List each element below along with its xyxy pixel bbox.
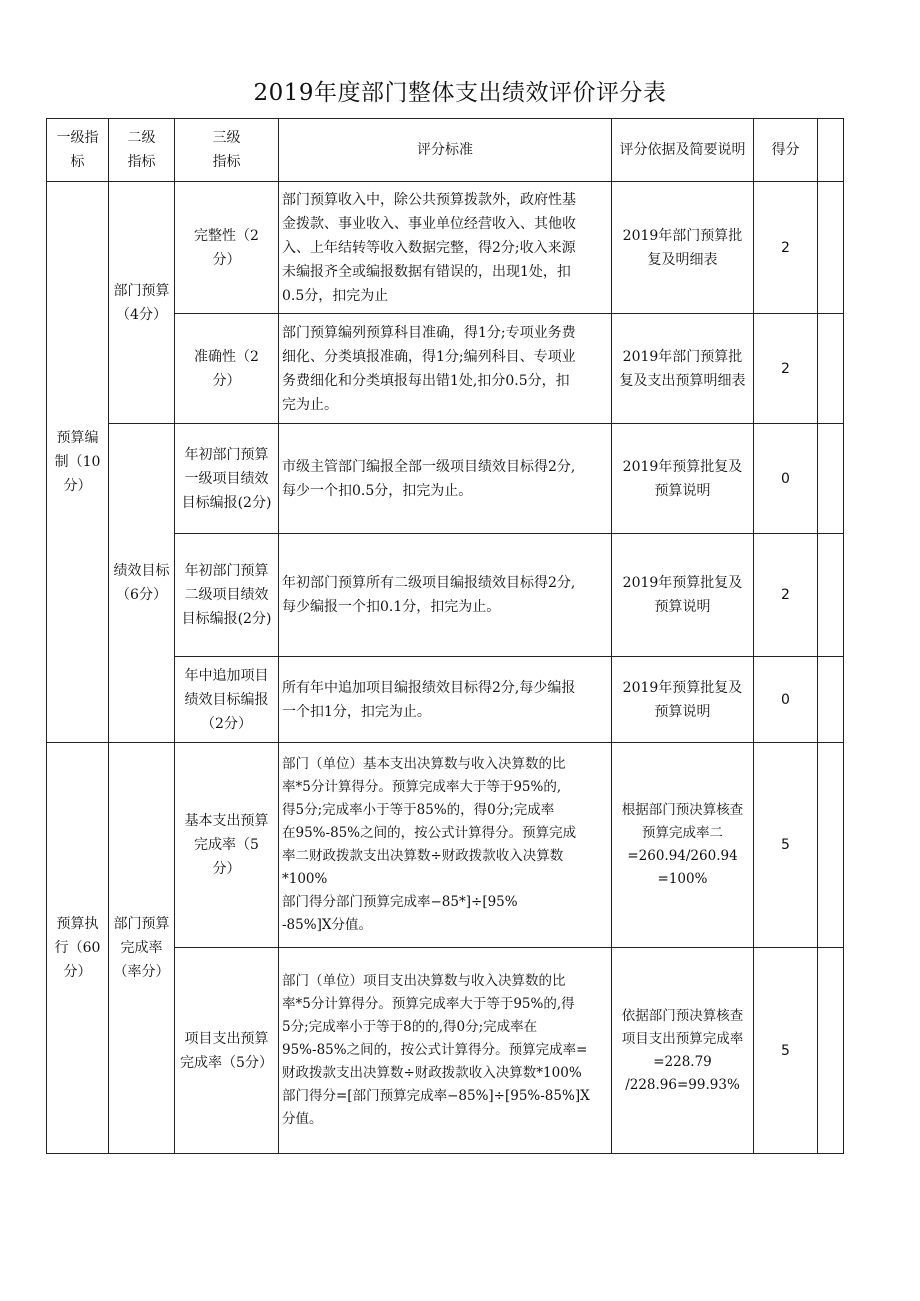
table-row-score: 5: [753, 947, 818, 1154]
document-title: 2019年度部门整体支出绩效评价评分表: [253, 80, 667, 106]
table-row-level3: 基本支出预算 完成率（5 分）: [174, 742, 279, 948]
table-row-level3: 年初部门预算 二级项目绩效 目标编报(2分): [174, 533, 279, 657]
header-score: 得分: [753, 118, 818, 182]
table-row-criteria: 部门（单位）基本支出决算数与收入决算数的比 率*5分计算得分。预算完成率大于等于95%的, 得5分;完成率小于等于85%的，得0分;完成率 在95%-85%之间的，按公式计算得分。预算完成 率二财政拨款支出决算数÷财政拨款收入决算数 *100% 部门得分部门预算完成率−85*]÷[95% -85%]X分值。: [278, 742, 612, 948]
table-row-score: 2: [753, 533, 818, 657]
table-row-extra: [817, 313, 844, 424]
level2-dept-budget: 部门预算 （4分）: [108, 181, 175, 424]
header-level3: 三级 指标: [174, 118, 279, 182]
table-row-score: 2: [753, 181, 818, 314]
level1-budget-prep: 预算编 制（10 分）: [46, 181, 109, 743]
table-row-basis: 2019年部门预算批 复及明细表: [611, 181, 754, 314]
table-row-criteria: 年初部门预算所有二级项目编报绩效目标得2分, 每少编报一个扣0.1分，扣完为止。: [278, 533, 612, 657]
table-row-level3: 完整性（2 分）: [174, 181, 279, 314]
table-row-extra: [817, 533, 844, 657]
table-row-basis: 根据部门预决算核查 预算完成率二 =260.94/260.94 =100%: [611, 742, 754, 948]
header-criteria: 评分标准: [278, 118, 612, 182]
table-row-basis: 2019年预算批复及 预算说明: [611, 533, 754, 657]
table-row-score: 2: [753, 313, 818, 424]
header-level2: 二级 指标: [108, 118, 175, 182]
table-row-extra: [817, 656, 844, 743]
table-row-criteria: 部门（单位）项目支出决算数与收入决算数的比 率*5分计算得分。预算完成率大于等于95%的,得 5分;完成率小于等于8的的,得0分;完成率在 95%-85%之间的，按公式计算得分。预算完成率= 财政拨款支出决算数÷财政拨款收入决算数*100% 部门得分=[部门预算完成率−85%]÷[95%-85%]X 分值。: [278, 947, 612, 1154]
table-row-extra: [817, 742, 844, 948]
table-row-extra: [817, 423, 844, 534]
table-row-criteria: 所有年中追加项目编报绩效目标得2分,每少编报 一个扣1分，扣完为止。: [278, 656, 612, 743]
table-row-criteria: 部门预算编列预算科目准确，得1分;专项业务费 细化、分类填报准确，得1分;编列科目、专项业 务费细化和分类填报每出错1处,扣分0.5分，扣 完为止。: [278, 313, 612, 424]
level2-perf-target: 绩效目标 （6分）: [108, 423, 175, 743]
table-row-level3: 年初部门预算 一级项目绩效 目标编报(2分): [174, 423, 279, 534]
table-row-score: 0: [753, 423, 818, 534]
table-row-basis: 2019年预算批复及 预算说明: [611, 423, 754, 534]
table-row-criteria: 市级主管部门编报全部一级项目绩效目标得2分, 每少一个扣0.5分，扣完为止。: [278, 423, 612, 534]
table-row-extra: [817, 947, 844, 1154]
table-row-extra: [817, 181, 844, 314]
table-row-score: 5: [753, 742, 818, 948]
level2-completion: 部门预算 完成率 （率分）: [108, 742, 175, 1154]
table-row-criteria: 部门预算收入中，除公共预算拨款外，政府性基 金拨款、事业收入、事业单位经营收入、其他收 入、上年结转等收入数据完整，得2分;收入来源 未编报齐全或编报数据有错误的，出现1处，扣 0.5分，扣完为止: [278, 181, 612, 314]
table-row-level3: 准确性（2 分）: [174, 313, 279, 424]
header-extra: [817, 118, 844, 182]
level1-budget-exec: 预算执 行（60 分）: [46, 742, 109, 1154]
table-row-score: 0: [753, 656, 818, 743]
header-basis: 评分依据及简要说明: [611, 118, 754, 182]
table-row-level3: 项目支出预算 完成率（5分）: [174, 947, 279, 1154]
table-row-basis: 2019年部门预算批 复及支出预算明细表: [611, 313, 754, 424]
header-level1: 一级指 标: [46, 118, 109, 182]
table-row-basis: 依据部门预决算核查 项目支出预算完成率 =228.79 /228.96=99.93%: [611, 947, 754, 1154]
table-row-level3: 年中追加项目 绩效目标编报 （2分）: [174, 656, 279, 743]
table-row-basis: 2019年预算批复及 预算说明: [611, 656, 754, 743]
